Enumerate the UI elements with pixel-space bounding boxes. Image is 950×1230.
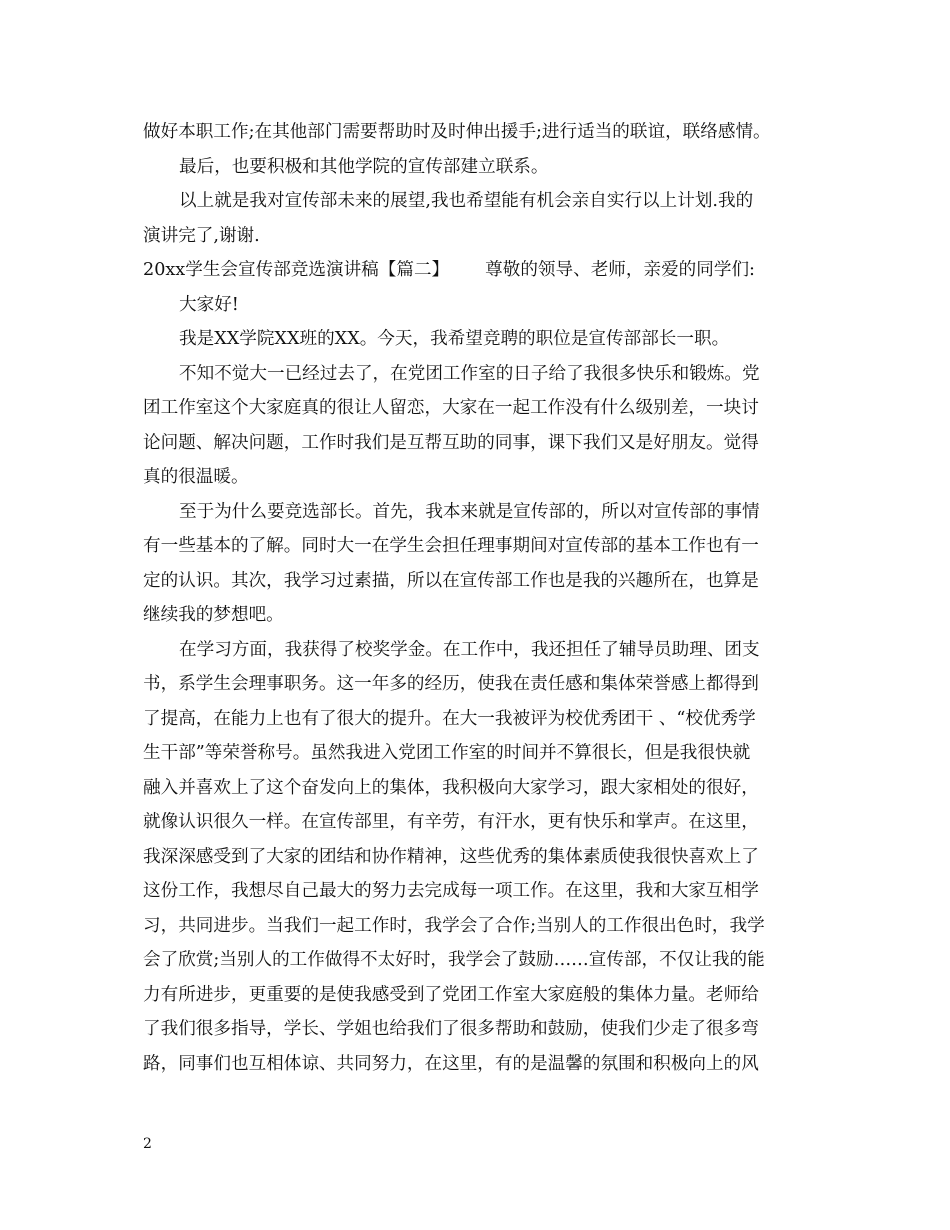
paragraph-line: 继续我的梦想吧。 <box>143 605 284 625</box>
paragraph-line: 演讲完了,谢谢. <box>143 225 260 246</box>
paragraph-line: 至于为什么要竞选部长。首先，我本来就是宣传部的，所以对宣传部的事情 <box>179 501 760 522</box>
page-number: 2 <box>143 1136 152 1152</box>
paragraph-line: 大家好! <box>179 294 239 315</box>
paragraph-line: 以上就是我对宣传部未来的展望,我也希望能有机会亲自实行以上计划.我的 <box>179 191 754 211</box>
paragraph-line: 团工作室这个大家庭真的很让人留恋，大家在一起工作没有什么级别差，一块讨 <box>143 398 759 418</box>
paragraph-line: 习，共同进步。当我们一起工作时，我学会了合作;当别人的工作很出色时，我学 <box>143 915 765 936</box>
paragraph-line: 定的认识。其次，我学习过素描，所以在宣传部工作也是我的兴趣所在，也算是 <box>143 570 759 591</box>
paragraph-line: 在学习方面，我获得了校奖学金。在工作中，我还担任了辅导员助理、团支 <box>179 639 760 660</box>
paragraph-line: 这份工作，我想尽自己最大的努力去完成每一项工作。在这里，我和大家互相学 <box>143 881 759 901</box>
paragraph-line: 路，同事们也互相体谅、共同努力，在这里，有的是温馨的氛围和积极向上的风 <box>143 1053 759 1074</box>
paragraph-line: 不知不觉大一已经过去了，在党团工作室的日子给了我很多快乐和锻炼。党 <box>179 363 760 384</box>
paragraph-line: 最后，也要积极和其他学院的宣传部建立联系。 <box>179 156 549 177</box>
paragraph-line: 会了欣赏;当别人的工作做得不太好时，我学会了鼓励……宣传部，不仅让我的能 <box>143 950 765 970</box>
paragraph-line: 真的很温暖。 <box>143 467 249 487</box>
paragraph-line: 我深深感受到了大家的团结和协作精神，这些优秀的集体素质使我很快喜欢上了 <box>143 846 759 867</box>
paragraph-line: 就像认识很久一样。在宣传部里，有辛劳，有汗水，更有快乐和掌声。在这里， <box>143 812 759 832</box>
paragraph-line: 书，系学生会理事职务。这一年多的经历，使我在责任感和集体荣誉感上都得到 <box>143 674 759 694</box>
document-body <box>143 115 811 1081</box>
paragraph-line: 了提高，在能力上也有了很大的提升。在大一我被评为校优秀团干 、“校优秀学 <box>143 708 756 729</box>
paragraph-line: 论问题、解决问题，工作时我们是互帮互助的同事，课下我们又是好朋友。觉得 <box>143 432 759 453</box>
paragraph-line: 我是XX学院XX班的XX。今天，我希望竞聘的职位是宣传部部长一职。 <box>179 329 730 349</box>
paragraph-line: 融入并喜欢上了这个奋发向上的集体，我积极向大家学习，跟大家相处的很好， <box>143 777 759 798</box>
paragraph-line: 了我们很多指导，学长、学姐也给我们了很多帮助和鼓励，使我们少走了很多弯 <box>143 1019 759 1039</box>
section-heading-line <box>143 253 811 288</box>
paragraph-line: 生干部”等荣誉称号。虽然我进入党团工作室的时间并不算很长，但是我很快就 <box>143 743 751 763</box>
paragraph-line: 力有所进步，更重要的是使我感受到了党团工作室大家庭般的集体力量。老师给 <box>143 984 759 1005</box>
section-title: 20xx学生会宣传部竞选演讲稿【篇二】 <box>143 260 450 280</box>
paragraph-line: 有一些基本的了解。同时大一在学生会担任理事期间对宣传部的基本工作也有一 <box>143 536 759 556</box>
paragraph-line: 做好本职工作;在其他部门需要帮助时及时伸出援手;进行适当的联谊，联络感情。 <box>143 122 771 142</box>
greeting-text: 尊敬的领导、老师，亲爱的同学们: <box>485 260 755 280</box>
